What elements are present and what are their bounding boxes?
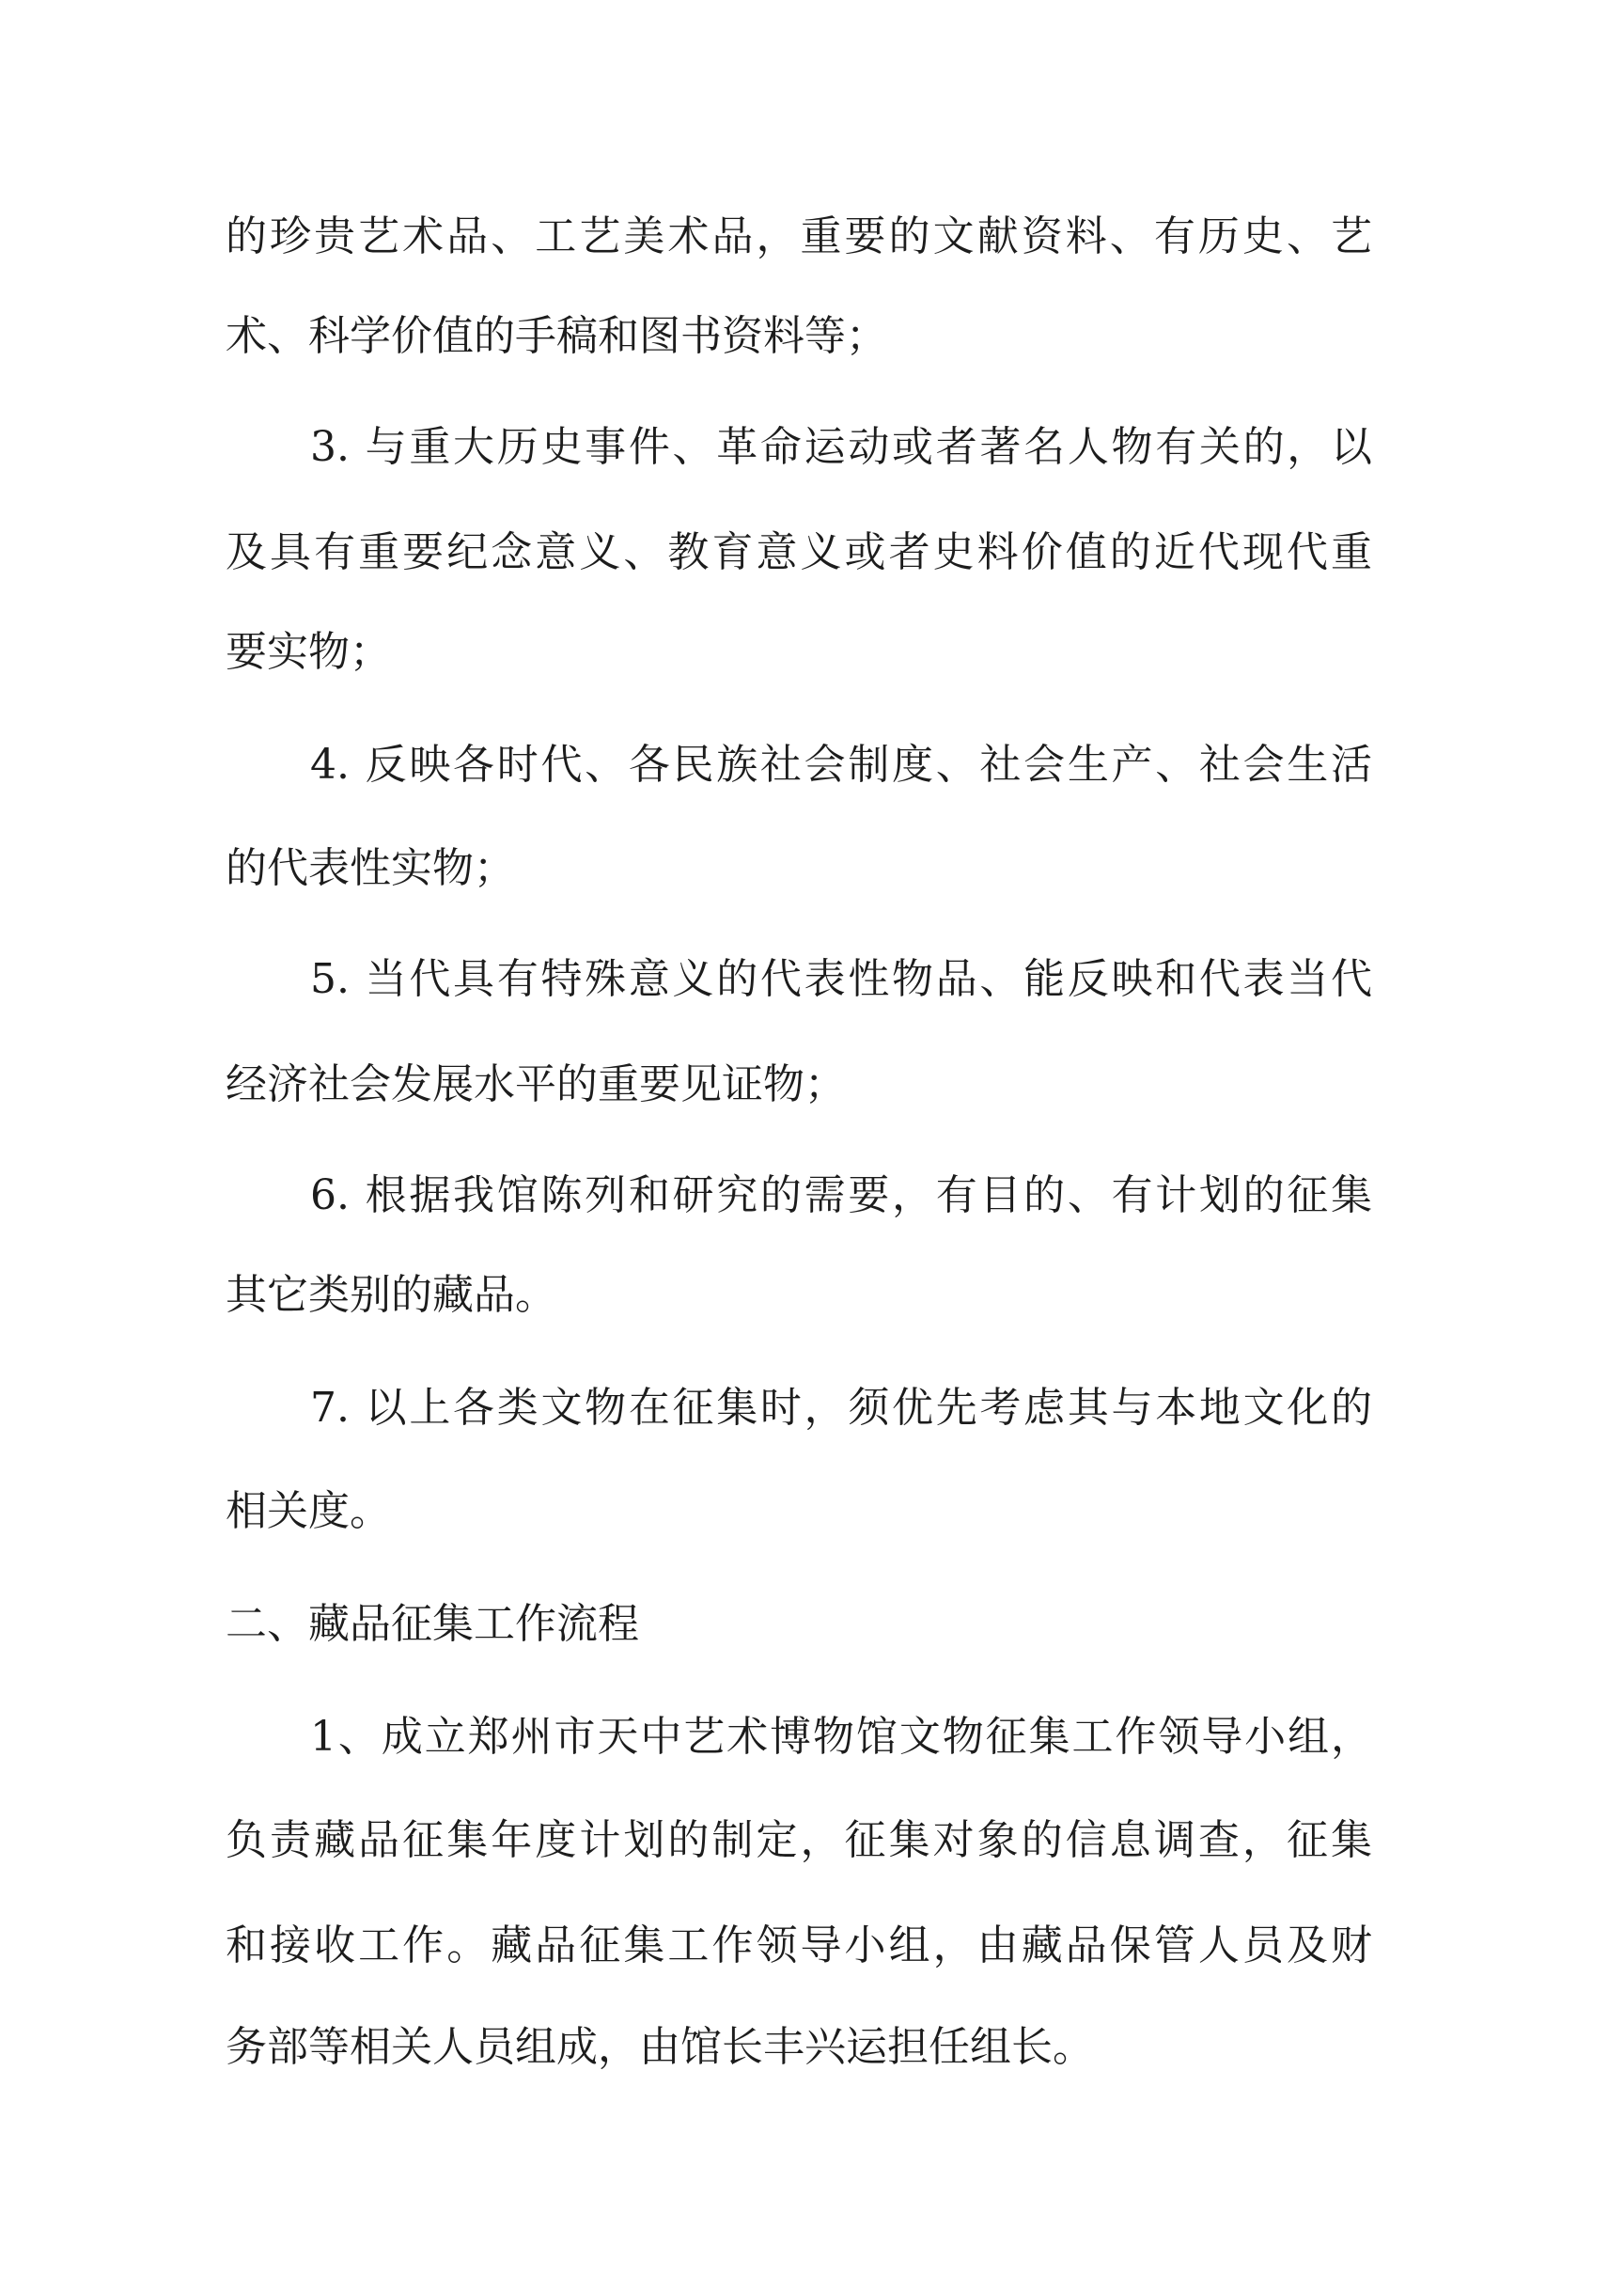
text-line: 术、科学价值的手稿和图书资料等；: [226, 312, 887, 360]
text-line: 及具有重要纪念意义、教育意义或者史料价值的近代现代重: [226, 528, 1372, 576]
text-line: 的珍贵艺术品、工艺美术品，重要的文献资料、有历史、艺: [226, 212, 1372, 260]
text-line: 7. 以上各类文物在征集时，须优先考虑其与本地文化的: [310, 1384, 1372, 1432]
section-heading: 二、藏品征集工作流程: [226, 1600, 639, 1648]
text-line: 其它类别的藏品。: [226, 1271, 556, 1319]
text-line: 务部等相关人员组成，由馆长丰兴运担任组长。: [226, 2023, 1094, 2071]
text-line: 和接收工作。藏品征集工作领导小组，由藏品保管人员及财: [226, 1921, 1372, 1969]
text-line: 5. 当代具有特殊意义的代表性物品、能反映和代表当代: [310, 955, 1372, 1003]
text-line: 4. 反映各时代、各民族社会制度、社会生产、社会生活: [310, 741, 1372, 789]
text-line: 相关度。: [226, 1487, 391, 1535]
text-line: 3. 与重大历史事件、革命运动或者著名人物有关的，以: [310, 423, 1372, 471]
text-line: 负责藏品征集年度计划的制定，征集对象的信息调查，征集: [226, 1816, 1372, 1864]
text-line: 6. 根据我馆陈列和研究的需要，有目的、有计划的征集: [310, 1171, 1372, 1219]
text-line: 1、成立郑州市天中艺术博物馆文物征集工作领导小组，: [310, 1713, 1372, 1761]
text-line: 要实物；: [226, 628, 391, 676]
text-line: 经济社会发展水平的重要见证物；: [226, 1060, 846, 1108]
text-line: 的代表性实物；: [226, 844, 515, 892]
